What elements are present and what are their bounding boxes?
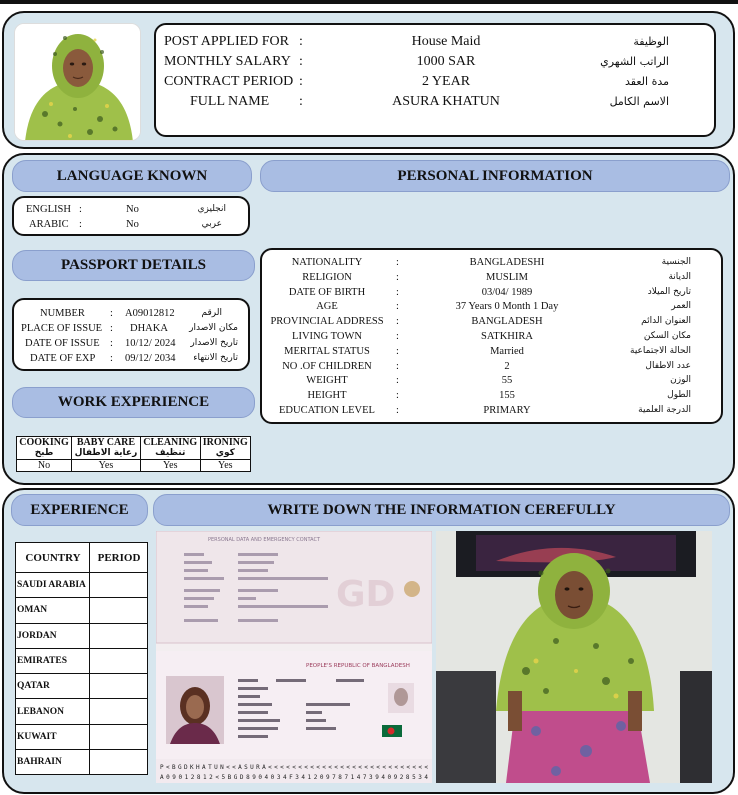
education-level-value: PRIMARY <box>483 405 531 416</box>
applicant-photo <box>14 23 141 141</box>
colon: : <box>79 219 82 230</box>
ironing-header <box>200 437 250 460</box>
passport-row <box>14 336 248 351</box>
merital-status-value: Married <box>490 345 524 357</box>
experience-row <box>16 623 148 648</box>
age-arabic: العمر <box>671 301 691 312</box>
experience-row <box>16 750 148 775</box>
country-column-header: COUNTRY <box>16 543 90 573</box>
date-of-issue-arabic: تاريخ الاصدار <box>190 338 238 348</box>
provincial-address-arabic: العنوان الدائم <box>641 316 691 327</box>
personal-row-provincial-address <box>262 314 721 329</box>
period-cell <box>90 623 148 648</box>
colon: : <box>299 34 303 49</box>
education-level-label: EDUCATION LEVEL <box>279 405 375 416</box>
colon: : <box>396 390 399 402</box>
personal-row-no-of-children <box>262 359 721 374</box>
colon: : <box>299 74 303 89</box>
post-applied-label: POST APPLIED FOR <box>164 34 290 49</box>
period-cell <box>90 699 148 724</box>
cleaning-value: Yes <box>140 460 200 472</box>
experience-heading: EXPERIENCE <box>11 494 148 526</box>
passport-number-arabic: الرقم <box>201 308 222 318</box>
full-name-label: FULL NAME <box>190 94 270 109</box>
colon: : <box>396 345 399 357</box>
language-value: No <box>126 219 139 230</box>
monthly-salary-label: MONTHLY SALARY <box>164 54 291 69</box>
personal-row-religion <box>262 270 721 285</box>
header-section <box>2 11 735 149</box>
personal-row-weight <box>262 373 721 388</box>
ironing-arabic: كوي <box>215 448 235 458</box>
country-cell: EMIRATES <box>16 648 90 673</box>
nationality-label: NATIONALITY <box>291 257 363 268</box>
passport-number-value: A09012812 <box>125 308 175 319</box>
colon: : <box>110 308 113 319</box>
weight-value: 55 <box>501 375 513 387</box>
work-header-row <box>17 437 251 460</box>
post-applied-row <box>156 32 714 52</box>
country-cell: LEBANON <box>16 699 90 724</box>
colon: : <box>110 353 113 364</box>
contract-period-value: 2 YEAR <box>421 74 471 89</box>
living-town-label: LIVING TOWN <box>292 331 362 342</box>
country-cell: KUWAIT <box>16 724 90 749</box>
contract-period-arabic: مدة العقد <box>625 75 669 88</box>
experience-row <box>16 674 148 699</box>
header-info-box <box>154 23 716 137</box>
write-down-notice: WRITE DOWN THE INFORMATION CEREFULLY <box>153 494 730 526</box>
language-label: ENGLISH <box>26 204 71 215</box>
country-experience-table <box>15 542 148 775</box>
place-of-issue-label: PLACE OF ISSUE <box>21 323 103 334</box>
weight-arabic: الوزن <box>670 375 691 386</box>
colon: : <box>396 286 399 298</box>
scan-top-header: PERSONAL DATA AND EMERGENCY CONTACT <box>208 537 321 543</box>
colon: : <box>396 271 399 283</box>
height-arabic: الطول <box>667 390 691 401</box>
personal-row-nationality <box>262 255 721 270</box>
nationality-value: BANGLADESHI <box>469 257 545 268</box>
age-label: AGE <box>316 301 338 313</box>
colon: : <box>396 375 399 387</box>
living-town-arabic: مكان السكن <box>643 331 691 341</box>
colon: : <box>110 323 113 334</box>
language-row-arabic <box>14 217 248 232</box>
personal-information-box <box>260 248 723 424</box>
experience-row <box>16 598 148 623</box>
passport-row <box>14 351 248 366</box>
period-cell <box>90 648 148 673</box>
experience-row <box>16 699 148 724</box>
personal-row-merital-status <box>262 344 721 359</box>
colon: : <box>396 301 399 313</box>
monthly-salary-value: 1000 SAR <box>416 54 476 69</box>
merital-status-arabic: الحالة الاجتماعية <box>630 345 691 356</box>
colon: : <box>396 257 399 268</box>
personal-row-age <box>262 299 721 314</box>
country-cell: QATAR <box>16 674 90 699</box>
place-of-issue-value: DHAKA <box>130 323 168 334</box>
ironing-label: IRONING <box>202 437 248 448</box>
cleaning-header <box>140 437 200 460</box>
work-experience-heading: WORK EXPERIENCE <box>12 387 255 418</box>
colon: : <box>299 54 303 69</box>
monthly-salary-row <box>156 52 714 72</box>
colon: : <box>396 360 399 372</box>
period-cell <box>90 750 148 775</box>
language-arabic: انجليزي <box>197 204 226 214</box>
education-level-arabic: الدرجة العلمية <box>638 405 691 415</box>
provincial-address-value: BANGLADESH <box>471 316 543 328</box>
passport-row <box>14 306 248 321</box>
no-of-children-label: NO .OF CHILDREN <box>282 360 372 372</box>
contract-period-row <box>156 72 714 92</box>
date-of-issue-value: 10/12/ 2024 <box>125 338 176 349</box>
provincial-address-label: PROVINCIAL ADDRESS <box>270 316 384 328</box>
height-value: 155 <box>499 390 515 402</box>
personal-row-living-town <box>262 329 721 344</box>
baby-care-arabic: رعاية الاطفال <box>74 448 138 458</box>
period-cell <box>90 674 148 699</box>
living-town-value: SATKHIRA <box>481 331 533 342</box>
experience-section <box>2 488 735 794</box>
cooking-arabic: طبخ <box>34 448 54 458</box>
experience-row <box>16 648 148 673</box>
colon: : <box>396 316 399 328</box>
language-box <box>12 196 250 236</box>
personal-row-height <box>262 388 721 403</box>
age-value: 37 Years 0 Month 1 Day <box>455 301 559 313</box>
cooking-header <box>17 437 72 460</box>
no-of-children-arabic: عدد الاطفال <box>645 360 691 371</box>
cleaning-label: CLEANING <box>143 437 198 448</box>
language-row-english <box>14 202 248 217</box>
colon: : <box>299 94 303 109</box>
personal-row-education-level <box>262 403 721 418</box>
period-cell <box>90 598 148 623</box>
height-label: HEIGHT <box>307 390 347 402</box>
country-cell: SAUDI ARABIA <box>16 573 90 598</box>
language-label: ARABIC <box>29 219 69 230</box>
language-value: No <box>126 204 139 215</box>
language-arabic: عربي <box>201 219 222 229</box>
date-of-birth-value: 03/04/ 1989 <box>481 286 533 298</box>
svg-text:GD: GD <box>336 574 396 615</box>
baby-care-value: Yes <box>72 460 141 472</box>
mrz-line-1: P<BGDKHATUN<<ASURA<<<<<<<<<<<<<<<<<<<<<<<<<<< <box>160 764 428 771</box>
period-column-header: PERIOD <box>90 543 148 573</box>
full-body-photo <box>436 531 712 783</box>
nationality-arabic: الجنسية <box>661 257 691 267</box>
colon: : <box>396 331 399 342</box>
experience-row <box>16 724 148 749</box>
experience-row <box>16 573 148 598</box>
scan-republic-title: PEOPLE'S REPUBLIC OF BANGLADESH <box>306 663 410 669</box>
language-known-heading: LANGUAGE KNOWN <box>12 160 252 192</box>
mrz-line-2: A09012812<5BGD8904034F3412097871473940928534 <box>160 774 428 781</box>
passport-details-heading: PASSPORT DETAILS <box>12 250 255 281</box>
details-section <box>2 153 735 485</box>
period-cell <box>90 724 148 749</box>
date-of-exp-label: DATE OF EXP <box>30 353 96 364</box>
cooking-label: COOKING <box>19 437 69 448</box>
passport-row <box>14 321 248 336</box>
work-value-row <box>17 460 251 472</box>
country-cell: BAHRAIN <box>16 750 90 775</box>
ironing-value: Yes <box>200 460 250 472</box>
post-applied-arabic: الوظيفة <box>633 35 669 48</box>
passport-number-label: NUMBER <box>40 308 85 319</box>
cooking-value: No <box>17 460 72 472</box>
date-of-exp-arabic: تاريخ الانتهاء <box>193 353 238 363</box>
country-cell: JORDAN <box>16 623 90 648</box>
top-border-bar <box>0 0 738 4</box>
baby-care-label: BABY CARE <box>76 437 136 448</box>
date-of-birth-arabic: تاريخ الميلاد <box>647 286 691 297</box>
colon: : <box>396 405 399 416</box>
religion-arabic: الديانة <box>668 271 691 282</box>
colon: : <box>110 338 113 349</box>
religion-value: MUSLIM <box>485 271 528 283</box>
passport-scan-image <box>156 531 432 783</box>
place-of-issue-arabic: مكان الاصدار <box>189 323 238 333</box>
date-of-birth-label: DATE OF BIRTH <box>288 286 366 298</box>
experience-header-row <box>16 543 148 573</box>
date-of-issue-label: DATE OF ISSUE <box>25 338 100 349</box>
monthly-salary-arabic: الراتب الشهري <box>600 55 669 68</box>
work-experience-table <box>16 436 251 472</box>
weight-label: WEIGHT <box>306 375 348 387</box>
baby-care-header <box>72 437 141 460</box>
full-name-value: ASURA KHATUN <box>392 94 500 109</box>
personal-information-heading: PERSONAL INFORMATION <box>260 160 730 192</box>
religion-label: RELIGION <box>302 271 352 283</box>
contract-period-label: CONTRACT PERIOD <box>164 74 294 89</box>
no-of-children-value: 2 <box>504 360 510 372</box>
colon: : <box>79 204 82 215</box>
period-cell <box>90 573 148 598</box>
country-cell: OMAN <box>16 598 90 623</box>
full-name-row <box>156 92 714 112</box>
personal-row-date-of-birth <box>262 285 721 300</box>
full-name-arabic: الاسم الكامل <box>609 95 669 108</box>
merital-status-label: MERITAL STATUS <box>284 345 370 357</box>
post-applied-value: House Maid <box>411 34 481 49</box>
date-of-exp-value: 09/12/ 2034 <box>125 353 176 364</box>
cleaning-arabic: تنظيف <box>155 448 186 458</box>
passport-box <box>12 298 250 371</box>
